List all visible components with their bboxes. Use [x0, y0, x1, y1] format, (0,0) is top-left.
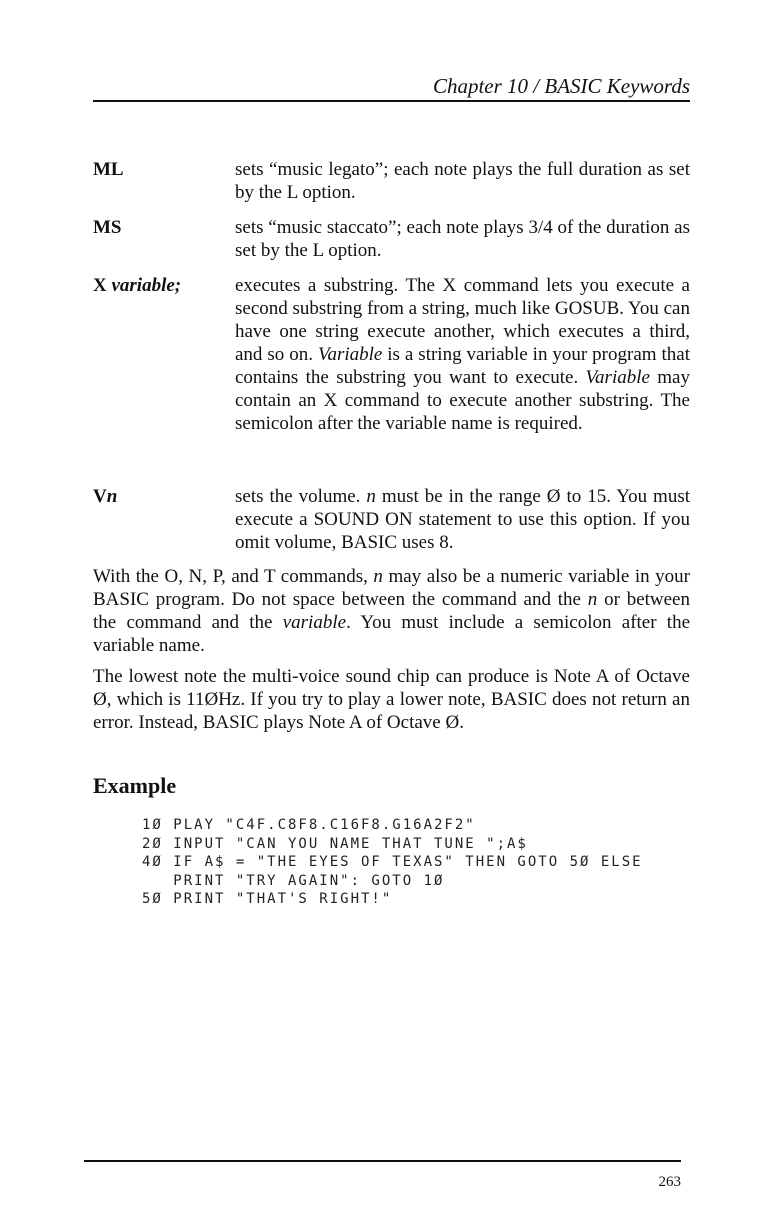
code-line: 4Ø IF A$ = "THE EYES OF TEXAS" THEN GOTO 5Ø ELSE: [142, 854, 643, 870]
definition-entry-vn: [93, 485, 690, 554]
entry-definition: sets “music legato”; each note plays the full duration as set by the L option.: [235, 159, 690, 203]
entry-term: ML: [93, 159, 124, 180]
running-head: Chapter 10 / BASIC Keywords: [432, 74, 690, 98]
footer-rule: [84, 1160, 681, 1162]
code-listing: [142, 816, 643, 909]
definition-entry-ms: [93, 216, 690, 262]
entry-definition: sets “music staccato”; each note plays 3/4 of the duration as set by the L option.: [235, 217, 690, 261]
code-line: 2Ø INPUT "CAN YOU NAME THAT TUNE ";A$: [142, 835, 528, 852]
entry-definition: executes a substring. The X command lets you execute a second substring from a string, much like GOSUB. You can have one string execute another, which executes a third, and so on. Variable is a string variable in your program that contains the substring you want to execute. Variable may contain an X command to execute another substring. The semicolon after the variable name is required.: [235, 275, 690, 434]
definition-entry-ml: [93, 158, 690, 204]
entry-term: MS: [93, 217, 122, 238]
code-line: PRINT "TRY AGAIN": GOTO 1Ø: [142, 872, 445, 889]
example-heading: Example: [93, 773, 177, 798]
entry-term: Vn: [93, 486, 118, 507]
code-line: 5Ø PRINT "THAT'S RIGHT!": [142, 891, 393, 907]
page-number: 263: [658, 1174, 681, 1190]
code-line: 1Ø PLAY "C4F.C8F8.C16F8.G16A2F2": [142, 817, 476, 833]
entry-definition: sets the volume. n must be in the range Ø to 15. You must execute a SOUND ON statement to use this option. If you omit volume, BASIC uses 8.: [235, 486, 690, 553]
definition-entry-x: [93, 274, 690, 435]
body-paragraph: With the O, N, P, and T commands, n may also be a numeric variable in your BASIC program. Do not space between the command and the n or between the command and the variable. You must include a semicolon after the variable name.: [93, 566, 691, 656]
header-rule: [93, 100, 690, 102]
body-paragraph: The lowest note the multi-voice sound chip can produce is Note A of Octave Ø, which is 11ØHz. If you try to play a lower note, BASIC does not return an error. Instead, BASIC plays Note A of Octave Ø.: [93, 666, 690, 733]
entry-term: X variable;: [93, 275, 182, 296]
